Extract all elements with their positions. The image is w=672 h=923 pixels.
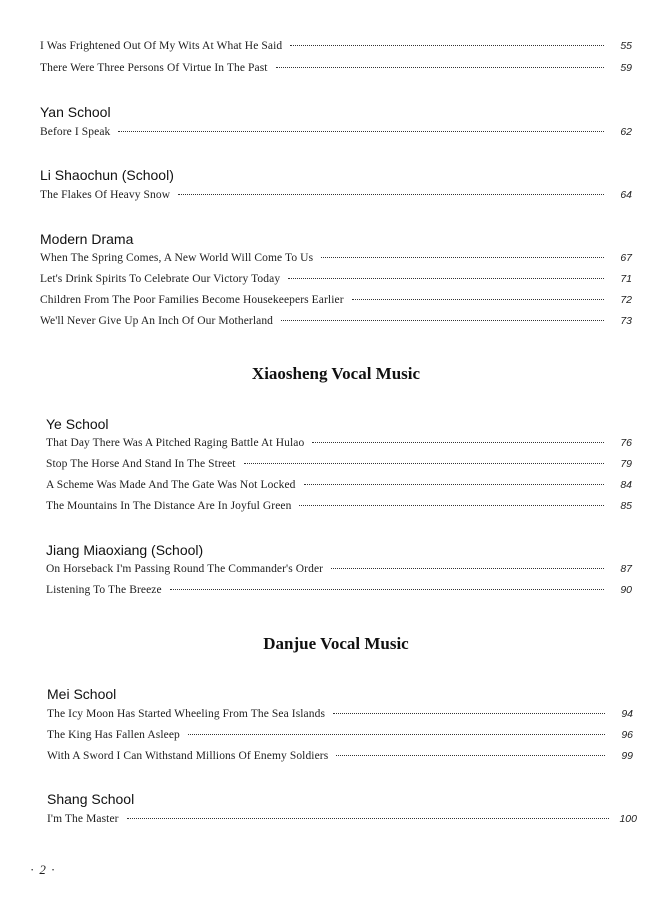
entry-title: That Day There Was A Pitched Raging Battle At Hulao (46, 437, 305, 449)
entry-page-number: 96 (621, 729, 633, 741)
toc-entry[interactable] (40, 126, 632, 142)
entry-title: Let's Drink Spirits To Celebrate Our Victory Today (40, 273, 281, 285)
school-heading: Modern Drama (40, 231, 134, 247)
toc-entry[interactable] (46, 563, 632, 579)
dot-leader (281, 320, 604, 321)
toc-entry[interactable] (40, 315, 632, 331)
dot-leader (188, 734, 605, 735)
school-heading: Ye School (46, 416, 109, 432)
entry-page-number: 59 (620, 62, 632, 74)
entry-page-number: 99 (621, 750, 633, 762)
entry-title: I'm The Master (47, 813, 119, 825)
entry-page-number: 85 (620, 500, 632, 512)
dot-leader (352, 299, 604, 300)
page-folio (30, 862, 55, 878)
toc-entry[interactable] (47, 729, 633, 745)
dot-leader (336, 755, 605, 756)
entry-title: I Was Frightened Out Of My Wits At What He Said (40, 40, 283, 52)
entry-title: The Icy Moon Has Started Wheeling From The Sea Islands (47, 708, 326, 720)
dot-leader (178, 194, 604, 195)
section-heading: Xiaosheng Vocal Music (251, 364, 421, 383)
entry-title: The Mountains In The Distance Are In Joyful Green (46, 500, 292, 512)
toc-entry[interactable] (46, 479, 632, 495)
entry-page-number: 73 (620, 315, 632, 327)
school-heading: Jiang Miaoxiang (School) (46, 542, 204, 558)
entry-title: The King Has Fallen Asleep (47, 729, 180, 741)
toc-entry[interactable] (46, 458, 632, 474)
entry-title: On Horseback I'm Passing Round The Commander's Order (46, 563, 324, 575)
entry-page-number: 67 (620, 252, 632, 264)
entry-page-number: 84 (620, 479, 632, 491)
entry-title: The Flakes Of Heavy Snow (40, 189, 171, 201)
folio-mark-right: · (50, 862, 56, 877)
section-heading: Danjue Vocal Music (263, 634, 409, 653)
entry-title: With A Sword I Can Withstand Millions Of Enemy Soldiers (47, 750, 329, 762)
dot-leader (312, 442, 604, 443)
entry-title: Before I Speak (40, 126, 111, 138)
entry-title: There Were Three Persons Of Virtue In The Past (40, 62, 268, 74)
school-heading: Shang School (47, 791, 135, 807)
dot-leader (331, 568, 604, 569)
toc-entry[interactable] (47, 750, 633, 766)
dot-leader (290, 45, 604, 46)
entry-page-number: 79 (620, 458, 632, 470)
toc-entry[interactable] (47, 813, 637, 829)
dot-leader (333, 713, 605, 714)
dot-leader (244, 463, 604, 464)
entry-page-number: 72 (620, 294, 632, 306)
dot-leader (127, 818, 609, 819)
entry-title: Stop The Horse And Stand In The Street (46, 458, 236, 470)
toc-entry[interactable] (40, 62, 632, 78)
entry-page-number: 64 (620, 189, 632, 201)
toc-entry[interactable] (40, 252, 632, 268)
entry-page-number: 71 (620, 273, 632, 285)
dot-leader (170, 589, 604, 590)
toc-entry[interactable] (47, 708, 633, 724)
toc-entry[interactable] (40, 40, 632, 56)
folio-mark-left: · (30, 862, 35, 877)
entry-title: A Scheme Was Made And The Gate Was Not Locked (46, 479, 296, 491)
school-heading: Mei School (47, 686, 117, 702)
school-heading: Yan School (40, 104, 111, 120)
entry-title: Children From The Poor Families Become Housekeepers Earlier (40, 294, 344, 306)
entry-page-number: 76 (620, 437, 632, 449)
school-heading: Li Shaochun (School) (40, 167, 174, 183)
entry-page-number: 55 (620, 40, 632, 52)
toc-entry[interactable] (46, 437, 632, 453)
entry-page-number: 94 (621, 708, 633, 720)
entry-title: Listening To The Breeze (46, 584, 162, 596)
entry-page-number: 100 (619, 813, 637, 825)
dot-leader (118, 131, 604, 132)
dot-leader (321, 257, 604, 258)
dot-leader (288, 278, 604, 279)
entry-title: We'll Never Give Up An Inch Of Our Motherland (40, 315, 274, 327)
dot-leader (299, 505, 604, 506)
entry-title: When The Spring Comes, A New World Will Come To Us (40, 252, 314, 264)
toc-entry[interactable] (40, 273, 632, 289)
dot-leader (304, 484, 604, 485)
entry-page-number: 90 (620, 584, 632, 596)
toc-entry[interactable] (46, 500, 632, 516)
dot-leader (276, 67, 604, 68)
entry-page-number: 62 (620, 126, 632, 138)
entry-page-number: 87 (620, 563, 632, 575)
folio-number: 2 (39, 862, 46, 877)
toc-entry[interactable] (40, 189, 632, 205)
toc-entry[interactable] (40, 294, 632, 310)
toc-entry[interactable] (46, 584, 632, 600)
